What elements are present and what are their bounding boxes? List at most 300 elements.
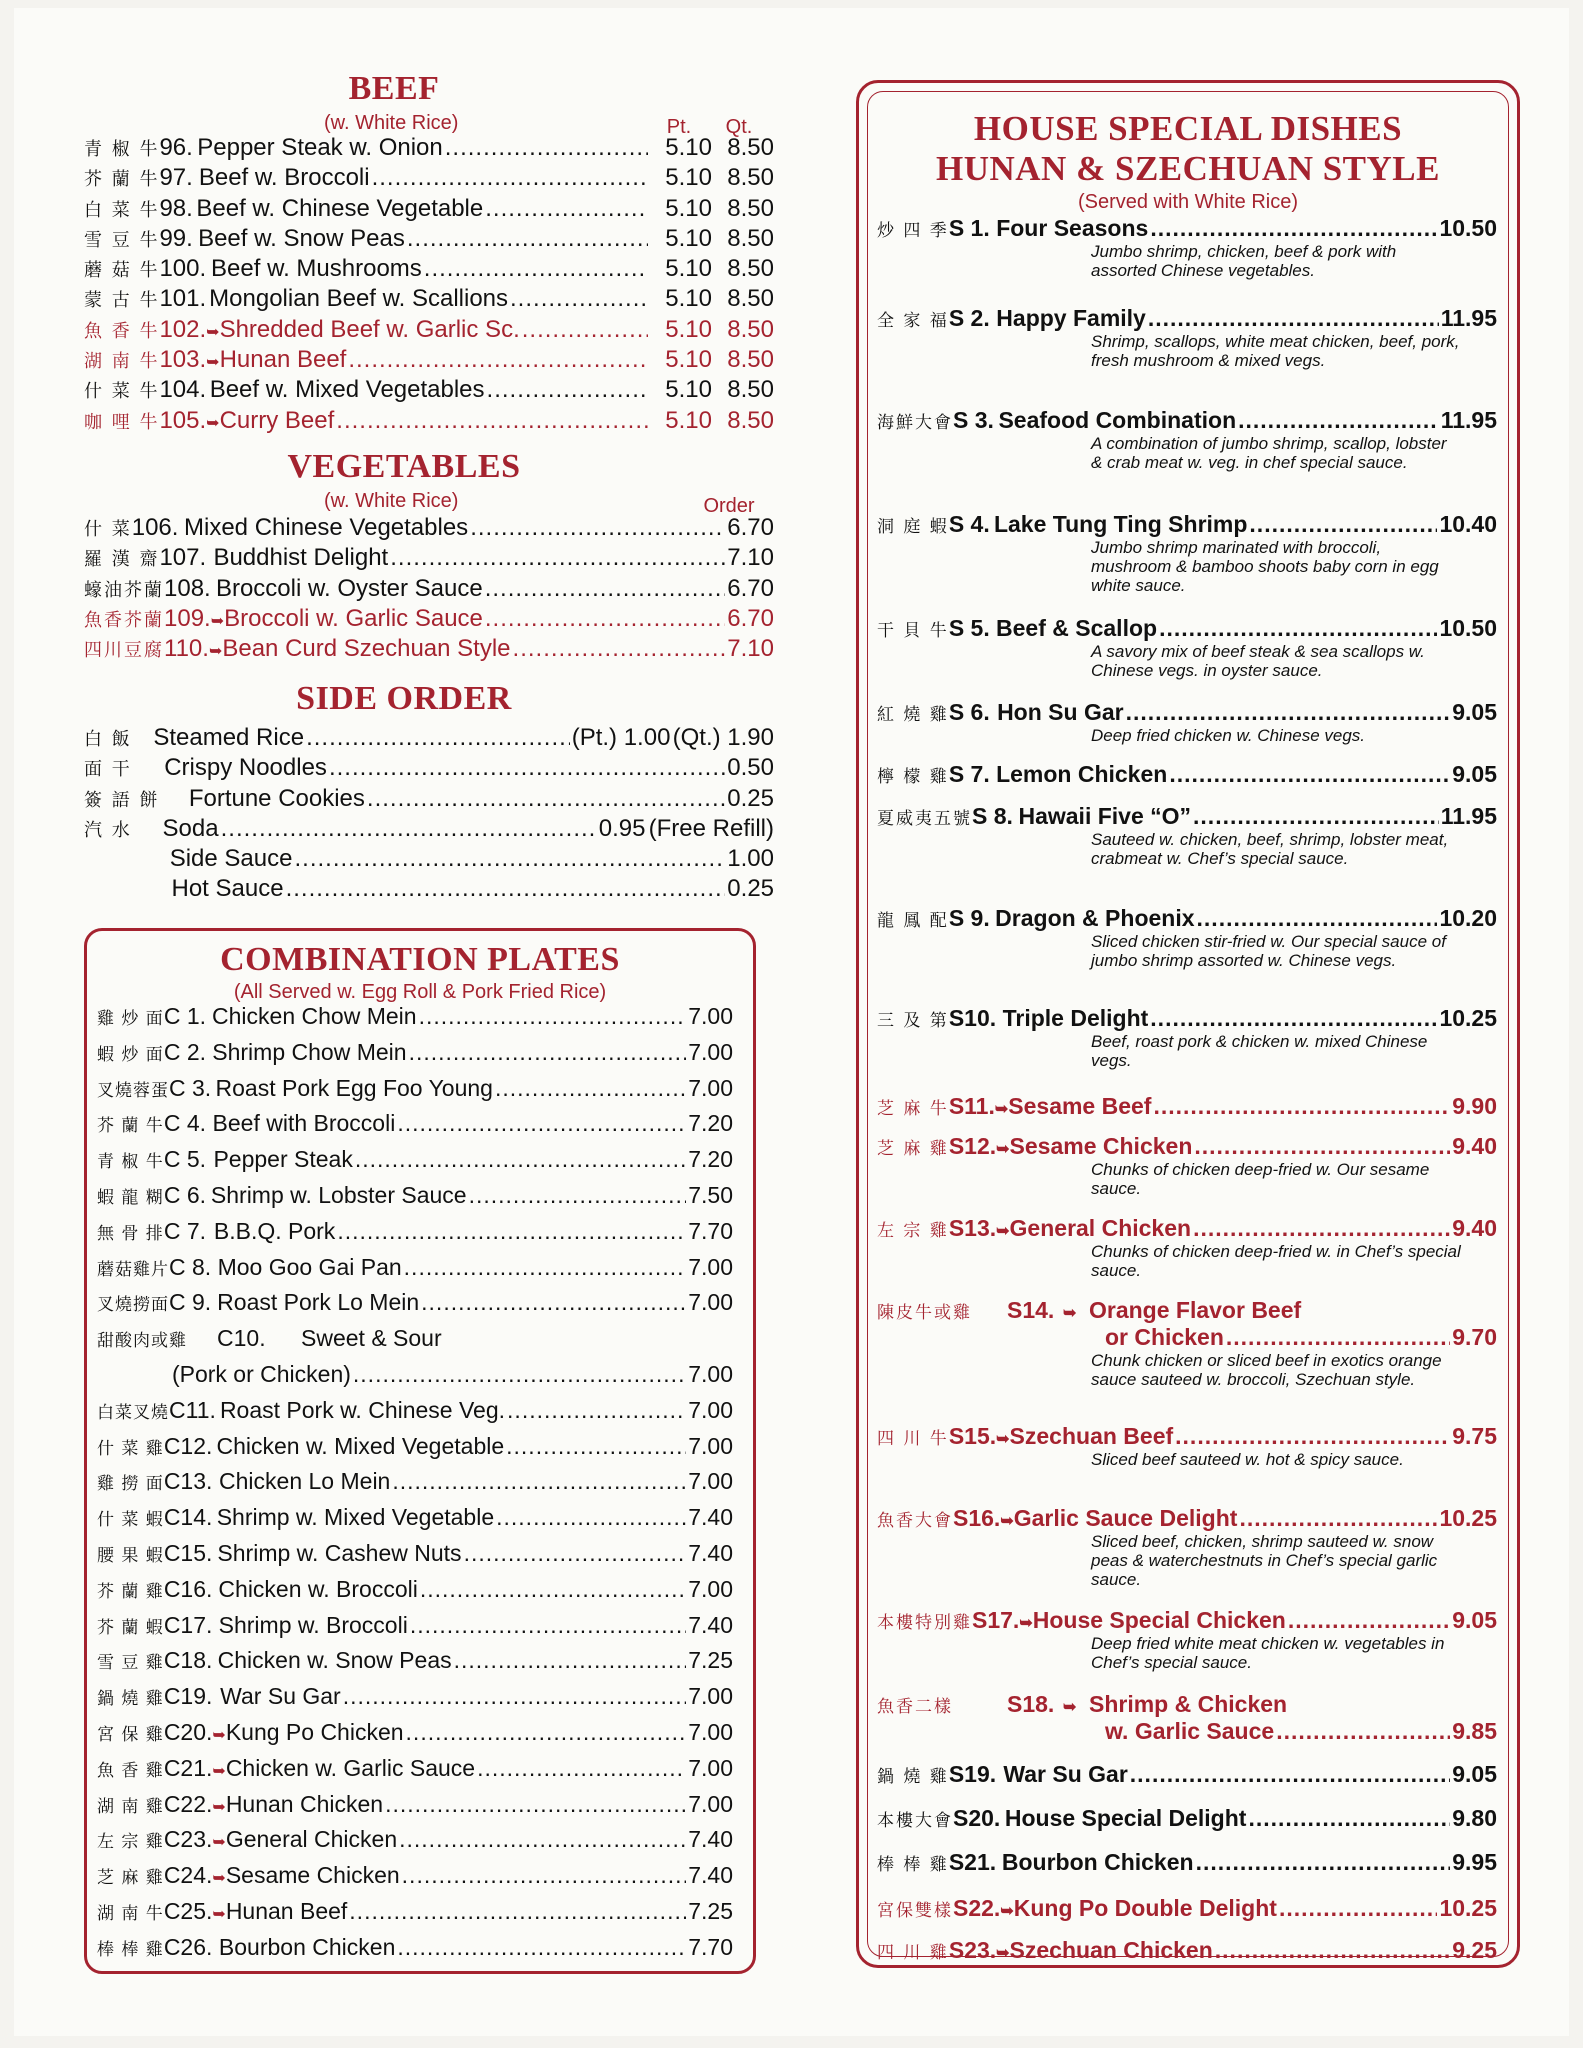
leader-dots (306, 724, 570, 752)
chinese-name: 芝 麻 牛 (877, 1099, 949, 1119)
special-item[interactable] (877, 407, 1497, 472)
chinese-name: 什 菜 蝦 (97, 1510, 164, 1531)
special-item-row (877, 407, 1497, 434)
special-item[interactable] (877, 803, 1497, 868)
item-price: 9.25 (1452, 1937, 1497, 1963)
item-price: 9.40 (1452, 1133, 1497, 1159)
special-item[interactable] (877, 1895, 1497, 1922)
special-item[interactable] (877, 305, 1497, 370)
chinese-name: 腰 果 蝦 (97, 1545, 164, 1566)
combo-title: COMBINATION PLATES (220, 941, 620, 978)
special-item[interactable] (877, 1505, 1497, 1589)
leader-dots (336, 407, 648, 435)
item-name: Happy Family (996, 305, 1146, 331)
chinese-name: 什 菜 (84, 519, 132, 540)
item-name: War Su Gar (220, 1683, 341, 1710)
price-pint: 5.10 (665, 376, 712, 404)
menu-item[interactable] (84, 164, 774, 194)
item-number: C12. (163, 1432, 213, 1459)
item-number: S15. (948, 1423, 997, 1449)
special-item[interactable] (877, 1691, 1497, 1745)
leader-dots (404, 1254, 687, 1281)
item-price: 7.10 (727, 544, 774, 572)
item-price: 7.70 (688, 1217, 733, 1244)
item-number: C 1. (163, 1003, 206, 1029)
special-item[interactable] (877, 615, 1497, 680)
item-description: Sauteed w. chicken, beef, shrimp, lobster meat, crabmeat w. Chef’s special sauce. (1091, 830, 1449, 868)
item-description: Chunk chicken or sliced beef in exotics orange sauce sauteed w. broccoli, Szechuan style. (1091, 1351, 1442, 1389)
menu-item[interactable] (84, 724, 774, 754)
special-item[interactable] (877, 1849, 1497, 1876)
price-quart: 8.50 (727, 224, 774, 252)
chinese-name: 魚香芥蘭 (84, 609, 164, 631)
menu-item[interactable] (97, 1146, 733, 1182)
leader-dots (1276, 1718, 1450, 1745)
menu-item[interactable] (84, 255, 774, 285)
chinese-name: 雪 豆 牛 (84, 229, 160, 251)
item-name: Beef w. Broccoli (198, 164, 370, 192)
chinese-name: 羅 漢 齋 (84, 549, 160, 571)
item-price-alt: 0.95 (598, 814, 646, 842)
chinese-name: 蝦 龍 糊 (97, 1187, 164, 1208)
leader-dots (348, 346, 648, 374)
menu-item[interactable] (84, 575, 774, 605)
menu-item[interactable] (84, 815, 774, 845)
special-item[interactable] (877, 511, 1497, 595)
item-name: B.B.Q. Pork (213, 1217, 336, 1244)
menu-item[interactable] (97, 1218, 733, 1254)
menu-item[interactable] (97, 1683, 733, 1719)
item-number: S 6. (948, 699, 990, 725)
item-name: Hawaii Five “O” (1018, 803, 1192, 829)
item-number: 109. (164, 604, 211, 632)
item-number: S16. (953, 1505, 1001, 1531)
menu-item[interactable] (97, 1397, 733, 1433)
item-number: 108. (164, 574, 211, 602)
chinese-name: 本樓特別雞 (877, 1613, 972, 1633)
item-name: House Special Chicken (1032, 1607, 1286, 1633)
leader-dots (1175, 1423, 1450, 1450)
item-price: 7.40 (688, 1504, 733, 1531)
menu-item[interactable] (97, 1791, 733, 1827)
chinese-name: 白 飯 (84, 729, 132, 750)
item-name: Kung Po Double Delight (1013, 1895, 1277, 1921)
special-item[interactable] (877, 1805, 1497, 1832)
chinese-name: 湖 南 牛 (97, 1903, 164, 1924)
item-price: 7.40 (688, 1611, 733, 1638)
item-number: 102. (159, 315, 207, 343)
item-number: S 3. (953, 407, 994, 433)
chinese-name: 干 貝 牛 (877, 621, 949, 641)
item-price: 6.70 (727, 604, 774, 632)
menu-item[interactable] (97, 1325, 733, 1361)
menu-item[interactable] (84, 635, 774, 665)
item-price: 7.00 (688, 1683, 733, 1710)
leader-dots (372, 164, 648, 192)
menu-item[interactable] (97, 1576, 733, 1612)
item-price: 7.40 (688, 1539, 733, 1566)
item-price: 7.00 (688, 1754, 733, 1781)
menu-item[interactable] (97, 1647, 733, 1683)
item-name: Lemon Chicken (996, 761, 1168, 787)
item-number: 105. (159, 406, 207, 434)
chinese-name: 魚香大會 (877, 1511, 953, 1531)
leader-dots (406, 1719, 687, 1746)
item-number: 100. (159, 255, 207, 283)
item-price: 11.95 (1440, 803, 1497, 829)
item-number: S 1. (948, 215, 990, 241)
item-number: C19. (163, 1683, 213, 1710)
leader-dots (470, 514, 725, 542)
beef-col-pt: Pt. (666, 116, 692, 138)
menu-item[interactable] (84, 875, 774, 905)
chinese-name: 雞 炒 面 (97, 1009, 164, 1029)
item-number: 96. (159, 134, 193, 161)
chinese-name: 全 家 福 (877, 311, 949, 331)
item-number: C14. (163, 1504, 213, 1531)
item-number: C16. (163, 1575, 213, 1602)
special-item-row (877, 615, 1497, 642)
leader-dots (487, 376, 648, 404)
chili-pepper-icon: ➥ (996, 1141, 1010, 1158)
leader-dots (477, 1755, 686, 1782)
menu-item[interactable] (97, 1003, 733, 1039)
combination-plates-box (84, 928, 756, 1974)
leader-dots (419, 1003, 687, 1030)
chinese-name: 芥 蘭 牛 (84, 169, 160, 191)
leader-dots (513, 635, 726, 663)
item-price: 7.00 (688, 1074, 733, 1101)
chinese-name: 青 椒 牛 (84, 139, 160, 160)
item-price: 11.95 (1440, 305, 1497, 331)
special-item[interactable] (877, 699, 1497, 745)
chinese-name: 蠔油芥蘭 (84, 579, 164, 601)
chili-pepper-icon: ➥ (1000, 1903, 1014, 1920)
item-number: 103. (159, 346, 207, 374)
menu-item[interactable] (97, 1182, 733, 1218)
leader-dots (385, 1791, 686, 1818)
chinese-name: 白 菜 牛 (84, 199, 160, 221)
item-name: Buddhist Delight (213, 544, 389, 572)
item-number: S 4. (948, 511, 990, 537)
chinese-name: 蘑 菇 牛 (84, 260, 160, 282)
item-number: C 4. (163, 1110, 206, 1137)
price-quart: 8.50 (727, 194, 774, 222)
item-number: S22. (953, 1895, 1001, 1921)
item-number: S20. (953, 1805, 1001, 1831)
chinese-name: 芥 蘭 雞 (97, 1581, 164, 1602)
menu-item[interactable] (84, 134, 774, 164)
item-name: Crispy Noodles (164, 754, 327, 782)
item-number: C22. (163, 1790, 213, 1817)
beef-col-qt: Qt. (725, 116, 753, 138)
special-item-row (877, 1423, 1497, 1450)
chinese-name: 左 宗 雞 (877, 1221, 949, 1241)
item-name: Sesame Chicken (225, 1862, 400, 1889)
item-number: S10. (948, 1005, 997, 1031)
item-name: Orange Flavor Beef (1089, 1297, 1302, 1323)
item-price: 6.70 (727, 574, 774, 602)
item-number: C26. (163, 1933, 213, 1960)
item-price: 9.75 (1452, 1423, 1497, 1449)
item-name: Bean Curd Szechuan Style (222, 635, 511, 663)
item-price: 10.25 (1439, 1895, 1497, 1921)
item-number: C11. (169, 1396, 216, 1423)
leader-dots (464, 1540, 687, 1567)
special-item[interactable] (877, 1005, 1497, 1070)
menu-item[interactable] (97, 1039, 733, 1075)
chinese-name: 紅 燒 雞 (877, 705, 949, 725)
menu-item[interactable] (84, 285, 774, 315)
special-item[interactable] (877, 761, 1497, 788)
menu-item[interactable] (97, 1540, 733, 1576)
item-price: 7.10 (727, 635, 774, 663)
leader-dots (1215, 1937, 1450, 1964)
item-name: Chicken Lo Mein (219, 1468, 391, 1495)
chinese-name: 芝 麻 雞 (877, 1139, 949, 1159)
price-quart: 8.50 (727, 255, 774, 283)
vegetables-title: VEGETABLES (287, 448, 521, 485)
item-name: Shrimp Chow Mein (212, 1038, 407, 1065)
item-name: (Pork or Chicken) (171, 1360, 351, 1387)
chinese-name: 蝦 炒 面 (97, 1044, 164, 1065)
item-price: 6.70 (727, 514, 774, 541)
chinese-name: 陳皮牛或雞 (877, 1303, 972, 1323)
menu-item[interactable] (84, 544, 774, 574)
item-price: 9.85 (1452, 1718, 1497, 1744)
leader-dots (1248, 1805, 1450, 1832)
item-description: Sliced beef sauteed w. hot & spicy sauce. (1091, 1450, 1404, 1469)
item-description: Chunks of chicken deep-fried w. Our sesame sauce. (1091, 1160, 1430, 1198)
menu-item[interactable] (84, 754, 774, 784)
item-price: 7.25 (688, 1647, 733, 1674)
chinese-name: 檸 檬 雞 (877, 767, 949, 787)
price-quart: 8.50 (727, 346, 774, 374)
menu-item[interactable] (84, 225, 774, 255)
item-number: S19. (948, 1761, 997, 1787)
special-item[interactable] (877, 1133, 1497, 1198)
chinese-name: 洞 庭 蝦 (877, 517, 949, 537)
price-pint: 5.10 (665, 134, 712, 161)
menu-item[interactable] (97, 1719, 733, 1755)
item-description: Beef, roast pork & chicken w. mixed Chinese vegs. (1091, 1032, 1428, 1070)
item-number: 97. (159, 164, 193, 192)
item-price: 0.50 (727, 754, 774, 782)
special-item-row (877, 761, 1497, 788)
chinese-name: 魚 香 牛 (84, 320, 160, 342)
special-item-row (877, 305, 1497, 332)
menu-item[interactable] (97, 1504, 733, 1540)
chili-pepper-icon: ➥ (206, 354, 220, 372)
special-title-2: HUNAN & SZECHUAN STYLE (936, 149, 1440, 188)
special-item-row (877, 1607, 1497, 1634)
item-name: Sesame Beef (1008, 1093, 1152, 1119)
item-name: Beef w. Chinese Vegetable (196, 194, 484, 222)
item-price: 7.00 (688, 1253, 733, 1280)
menu-item[interactable] (97, 1254, 733, 1290)
menu-item[interactable] (97, 1361, 733, 1397)
chili-pepper-icon: ➥ (206, 414, 220, 432)
item-name: Bourbon Chicken (218, 1933, 396, 1960)
item-name-2: w. Garlic Sauce (1105, 1718, 1275, 1744)
item-name: Chicken w. Mixed Vegetable (216, 1432, 505, 1459)
menu-item[interactable] (84, 346, 774, 376)
item-number: S17. (972, 1607, 1020, 1633)
leader-dots (420, 1576, 686, 1603)
item-name: Hunan Beef (219, 346, 347, 374)
menu-item[interactable] (84, 316, 774, 346)
price-quart: 8.50 (727, 285, 774, 313)
item-name: Four Seasons (996, 215, 1149, 241)
menu-item[interactable] (84, 407, 774, 437)
chinese-name: 雞 撈 面 (97, 1474, 164, 1495)
item-number: 99. (159, 224, 193, 252)
menu-item[interactable] (97, 1612, 733, 1648)
chinese-name: 蒙 古 牛 (84, 290, 160, 312)
special-item[interactable] (877, 1607, 1497, 1672)
item-price: 7.00 (688, 1790, 733, 1817)
item-number: C24. (163, 1862, 213, 1889)
item-name: Szechuan Chicken (1009, 1937, 1213, 1963)
menu-item[interactable] (97, 1289, 733, 1325)
leader-dots (424, 255, 648, 283)
special-item-row (877, 1937, 1497, 1964)
menu-item[interactable] (84, 605, 774, 635)
item-number: C20. (163, 1718, 213, 1745)
menu-item[interactable] (97, 1110, 733, 1146)
chinese-name: 什 菜 牛 (84, 381, 160, 403)
menu-item[interactable] (97, 1433, 733, 1469)
item-name: Szechuan Beef (1009, 1423, 1174, 1449)
menu-item[interactable] (84, 376, 774, 406)
leader-dots (402, 1862, 687, 1889)
item-number: 107. (159, 544, 207, 572)
chili-pepper-icon: ➥ (1000, 1513, 1014, 1530)
leader-dots (286, 875, 726, 903)
special-item-row (877, 803, 1497, 830)
special-item[interactable] (877, 1093, 1497, 1120)
leader-dots (410, 1612, 686, 1639)
leader-dots (1279, 1895, 1438, 1922)
special-item-row (877, 1297, 1497, 1324)
item-name: Sweet & Sour (301, 1325, 442, 1352)
menu-item[interactable] (84, 785, 774, 815)
menu-item[interactable] (97, 1862, 733, 1898)
price-pint: 5.10 (665, 406, 712, 434)
item-number: S14. (1007, 1297, 1055, 1323)
item-number: S 2. (948, 305, 990, 331)
item-name: Roast Pork Egg Foo Young (215, 1074, 493, 1101)
chinese-name: 叉燒蓉蛋 (97, 1080, 169, 1101)
item-name: Shrimp w. Broccoli (218, 1611, 408, 1638)
chili-pepper-icon: ➥ (212, 1905, 226, 1923)
item-number: C 9. (169, 1289, 212, 1316)
leader-dots (1194, 1133, 1450, 1160)
leader-dots (496, 1504, 686, 1531)
item-name: Shredded Beef w. Garlic Sc. (219, 315, 520, 343)
item-price: 10.25 (1439, 1505, 1497, 1531)
item-price: 9.70 (1452, 1324, 1497, 1350)
leader-dots (1238, 407, 1439, 434)
menu-item[interactable] (84, 514, 774, 544)
leader-dots (507, 1397, 686, 1424)
item-price: 9.80 (1452, 1805, 1497, 1831)
price-pint: 5.10 (665, 164, 712, 192)
menu-item[interactable] (97, 1826, 733, 1862)
menu-item[interactable] (97, 1755, 733, 1791)
item-price: 7.20 (688, 1110, 733, 1137)
special-item[interactable] (877, 1761, 1497, 1788)
leader-dots (485, 195, 648, 223)
item-number: C 5. (163, 1146, 206, 1173)
item-number: C 3. (169, 1074, 212, 1101)
item-name: Beef w. Snow Peas (198, 224, 405, 252)
special-item[interactable] (877, 215, 1497, 280)
item-number: S 8. (972, 803, 1013, 829)
chinese-name: 棒 棒 雞 (97, 1939, 164, 1960)
item-price: 7.00 (688, 1575, 733, 1602)
item-description: Deep fried chicken w. Chinese vegs. (1091, 726, 1366, 745)
item-name: Chicken Chow Mein (212, 1003, 417, 1029)
item-price: 7.40 (688, 1862, 733, 1889)
special-item[interactable] (877, 1215, 1497, 1280)
leader-dots (1226, 1324, 1450, 1351)
item-number: C10. (217, 1325, 266, 1352)
menu-item[interactable] (84, 195, 774, 225)
special-item-row (877, 1895, 1497, 1922)
combo-subtitle: (All Served w. Egg Roll & Pork Fried Rice) (233, 981, 607, 1003)
item-price: 7.40 (688, 1826, 733, 1853)
item-price: 7.00 (688, 1468, 733, 1495)
item-description: A savory mix of beef steak & sea scallops w. Chinese vegs. in oyster sauce. (1091, 642, 1425, 680)
item-description: A combination of jumbo shrimp, scallop, lobster & crab meat w. veg. in chef special sauce. (1091, 434, 1447, 472)
item-name: Roast Pork Lo Mein (217, 1289, 420, 1316)
special-item[interactable] (877, 905, 1497, 970)
item-name: Side Sauce (169, 845, 293, 873)
chinese-name: 雪 豆 雞 (97, 1653, 164, 1674)
special-item[interactable] (877, 1937, 1497, 1964)
side-order-title: SIDE ORDER (296, 680, 512, 717)
menu-item[interactable] (84, 845, 774, 875)
special-item-row (877, 1005, 1497, 1032)
item-name: Hot Sauce (171, 875, 284, 903)
chinese-name: 龍 鳳 配 (877, 911, 949, 931)
leader-dots (399, 1826, 686, 1853)
price-pint: 5.10 (665, 285, 712, 313)
leader-dots (294, 845, 725, 873)
menu-item[interactable] (97, 1075, 733, 1111)
chinese-name: 棒 棒 雞 (877, 1855, 949, 1875)
menu-item[interactable] (97, 1468, 733, 1504)
special-item-row (877, 1133, 1497, 1160)
menu-item[interactable] (97, 1934, 733, 1970)
price-quart: 8.50 (727, 376, 774, 404)
special-item[interactable] (877, 1423, 1497, 1469)
item-name: Hunan Chicken (225, 1790, 384, 1817)
chinese-name: 三 及 第 (877, 1011, 949, 1031)
chinese-name: 汽 水 (84, 819, 132, 841)
special-item-row (877, 905, 1497, 932)
chinese-name: 四 川 雞 (877, 1943, 949, 1963)
price-quart: 8.50 (727, 315, 774, 343)
combo-list (97, 1003, 733, 1970)
chinese-name: 芥 蘭 牛 (97, 1116, 164, 1137)
special-item[interactable] (877, 1297, 1497, 1389)
item-number: 104. (159, 376, 207, 404)
menu-item[interactable] (97, 1898, 733, 1934)
chinese-name: 宮保雙樣 (877, 1901, 953, 1921)
item-name: Hunan Beef (225, 1897, 348, 1924)
